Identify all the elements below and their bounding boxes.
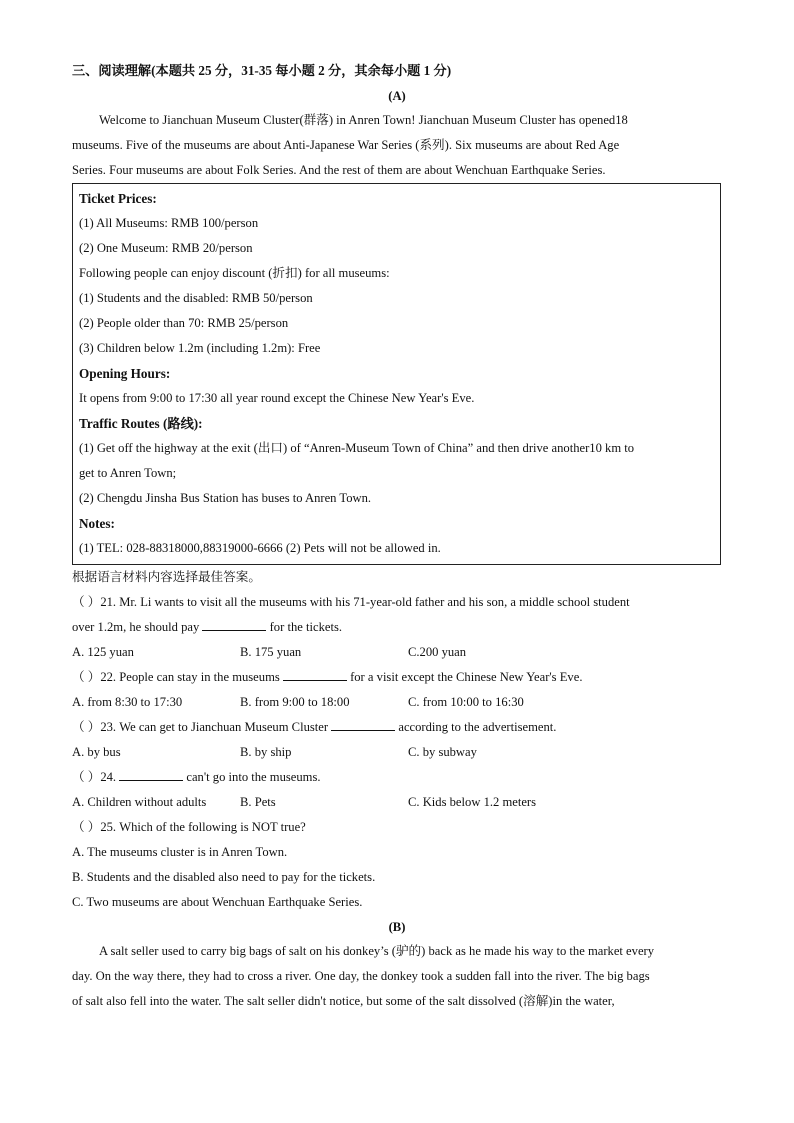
option-a[interactable]: A. from 8:30 to 17:30 <box>72 695 183 709</box>
notes-heading: Notes: <box>79 516 115 531</box>
question-21: （ ）21. Mr. Li wants to visit all the museums with his 71-year-old father and his son, a middle school student <box>72 595 630 609</box>
notes-text: (1) TEL: 028-88318000,88319000-6666 (2) Pets will not be allowed in. <box>79 541 441 555</box>
option-c[interactable]: C. Two museums are about Wenchuan Earthquake Series. <box>72 895 363 909</box>
question-text: （ ）23. We can get to Jianchuan Museum Cluster <box>72 720 332 734</box>
option-b[interactable]: B. from 9:00 to 18:00 <box>240 695 350 709</box>
option-b[interactable]: B. 175 yuan <box>240 645 302 659</box>
question-text: can't go into the museums. <box>183 770 321 784</box>
question-text: for a visit except the Chinese New Year's Eve. <box>346 670 583 684</box>
section-title: 三、阅读理解(本题共 25 分，31-35 每小题 2 分，其余每小题 1 分) <box>72 63 452 78</box>
passage-a-intro-line-1: Welcome to Jianchuan Museum Cluster(群落) in Anren Town! Jianchuan Museum Cluster has opened18 <box>99 113 628 127</box>
question-text: for the tickets. <box>266 620 343 634</box>
advertisement-box <box>72 183 721 565</box>
question-22-options <box>72 690 722 715</box>
ticket-line: (1) Students and the disabled: RMB 50/person <box>79 291 313 305</box>
question-text: （ ）22. People can stay in the museums <box>72 670 283 684</box>
passage-a-intro-line-3: Series. Four museums are about Folk Series. And the rest of them are about Wenchuan Earthquake Series. <box>72 163 606 177</box>
option-a[interactable]: A. The museums cluster is in Anren Town. <box>72 845 288 859</box>
traffic-routes-heading: Traffic Routes (路线): <box>79 416 203 431</box>
passage-b-label: (B) <box>388 920 406 934</box>
question-text: （ ）24. <box>72 770 120 784</box>
option-a[interactable]: A. Children without adults <box>72 795 207 809</box>
option-c[interactable]: C. Kids below 1.2 meters <box>408 795 537 809</box>
ticket-line: (2) People older than 70: RMB 25/person <box>79 316 289 330</box>
question-21-options <box>72 640 722 665</box>
exam-page <box>72 58 722 1014</box>
answer-blank[interactable] <box>119 766 183 781</box>
answer-blank[interactable] <box>202 616 266 631</box>
answer-blank[interactable] <box>283 666 347 681</box>
passage-b-line-1: A salt seller used to carry big bags of salt on his donkey’s (驴的) back as he made his way to the market every <box>99 944 655 958</box>
question-24 <box>72 765 722 790</box>
option-b[interactable]: B. Pets <box>240 795 276 809</box>
passage-b-line-2: day. On the way there, they had to cross a river. One day, the donkey took a sudden fall into the river. The big bags <box>72 969 650 983</box>
passage-a-intro-line-2: museums. Five of the museums are about Anti-Japanese War Series (系列). Six museums are about Red Age <box>72 138 620 152</box>
ticket-line: Following people can enjoy discount (折扣) for all museums: <box>79 266 390 280</box>
ticket-prices-heading: Ticket Prices: <box>79 191 157 206</box>
answer-blank[interactable] <box>331 716 395 731</box>
traffic-line: get to Anren Town; <box>79 466 177 480</box>
option-a[interactable]: A. by bus <box>72 745 121 759</box>
traffic-line: (1) Get off the highway at the exit (出口) of “Anren-Museum Town of China” and then drive another10 km to <box>79 441 635 455</box>
traffic-line: (2) Chengdu Jinsha Bus Station has buses to Anren Town. <box>79 491 372 505</box>
question-text: over 1.2m, he should pay <box>72 620 203 634</box>
passage-a-label: (A) <box>388 89 406 103</box>
question-23-options <box>72 740 722 765</box>
instruction: 根据语言材料内容选择最佳答案。 <box>72 570 261 584</box>
question-24-options <box>72 790 722 815</box>
passage-b-line-3: of salt also fell into the water. The salt seller didn't notice, but some of the salt dissolved (溶解)in the water, <box>72 994 615 1008</box>
question-text: according to the advertisement. <box>395 720 557 734</box>
question-25: （ ）25. Which of the following is NOT true? <box>72 820 306 834</box>
option-c[interactable]: C. from 10:00 to 16:30 <box>408 695 524 709</box>
ticket-line: (2) One Museum: RMB 20/person <box>79 241 253 255</box>
option-a[interactable]: A. 125 yuan <box>72 645 134 659</box>
question-21-continuation <box>72 615 722 640</box>
option-b[interactable]: B. Students and the disabled also need to pay for the tickets. <box>72 870 376 884</box>
option-c[interactable]: C. by subway <box>408 745 477 759</box>
opening-hours-text: It opens from 9:00 to 17:30 all year round except the Chinese New Year's Eve. <box>79 391 475 405</box>
question-23 <box>72 715 722 740</box>
ticket-line: (1) All Museums: RMB 100/person <box>79 216 259 230</box>
option-c[interactable]: C.200 yuan <box>408 645 467 659</box>
question-22 <box>72 665 722 690</box>
ticket-line: (3) Children below 1.2m (including 1.2m): Free <box>79 341 321 355</box>
option-b[interactable]: B. by ship <box>240 745 292 759</box>
opening-hours-heading: Opening Hours: <box>79 366 171 381</box>
